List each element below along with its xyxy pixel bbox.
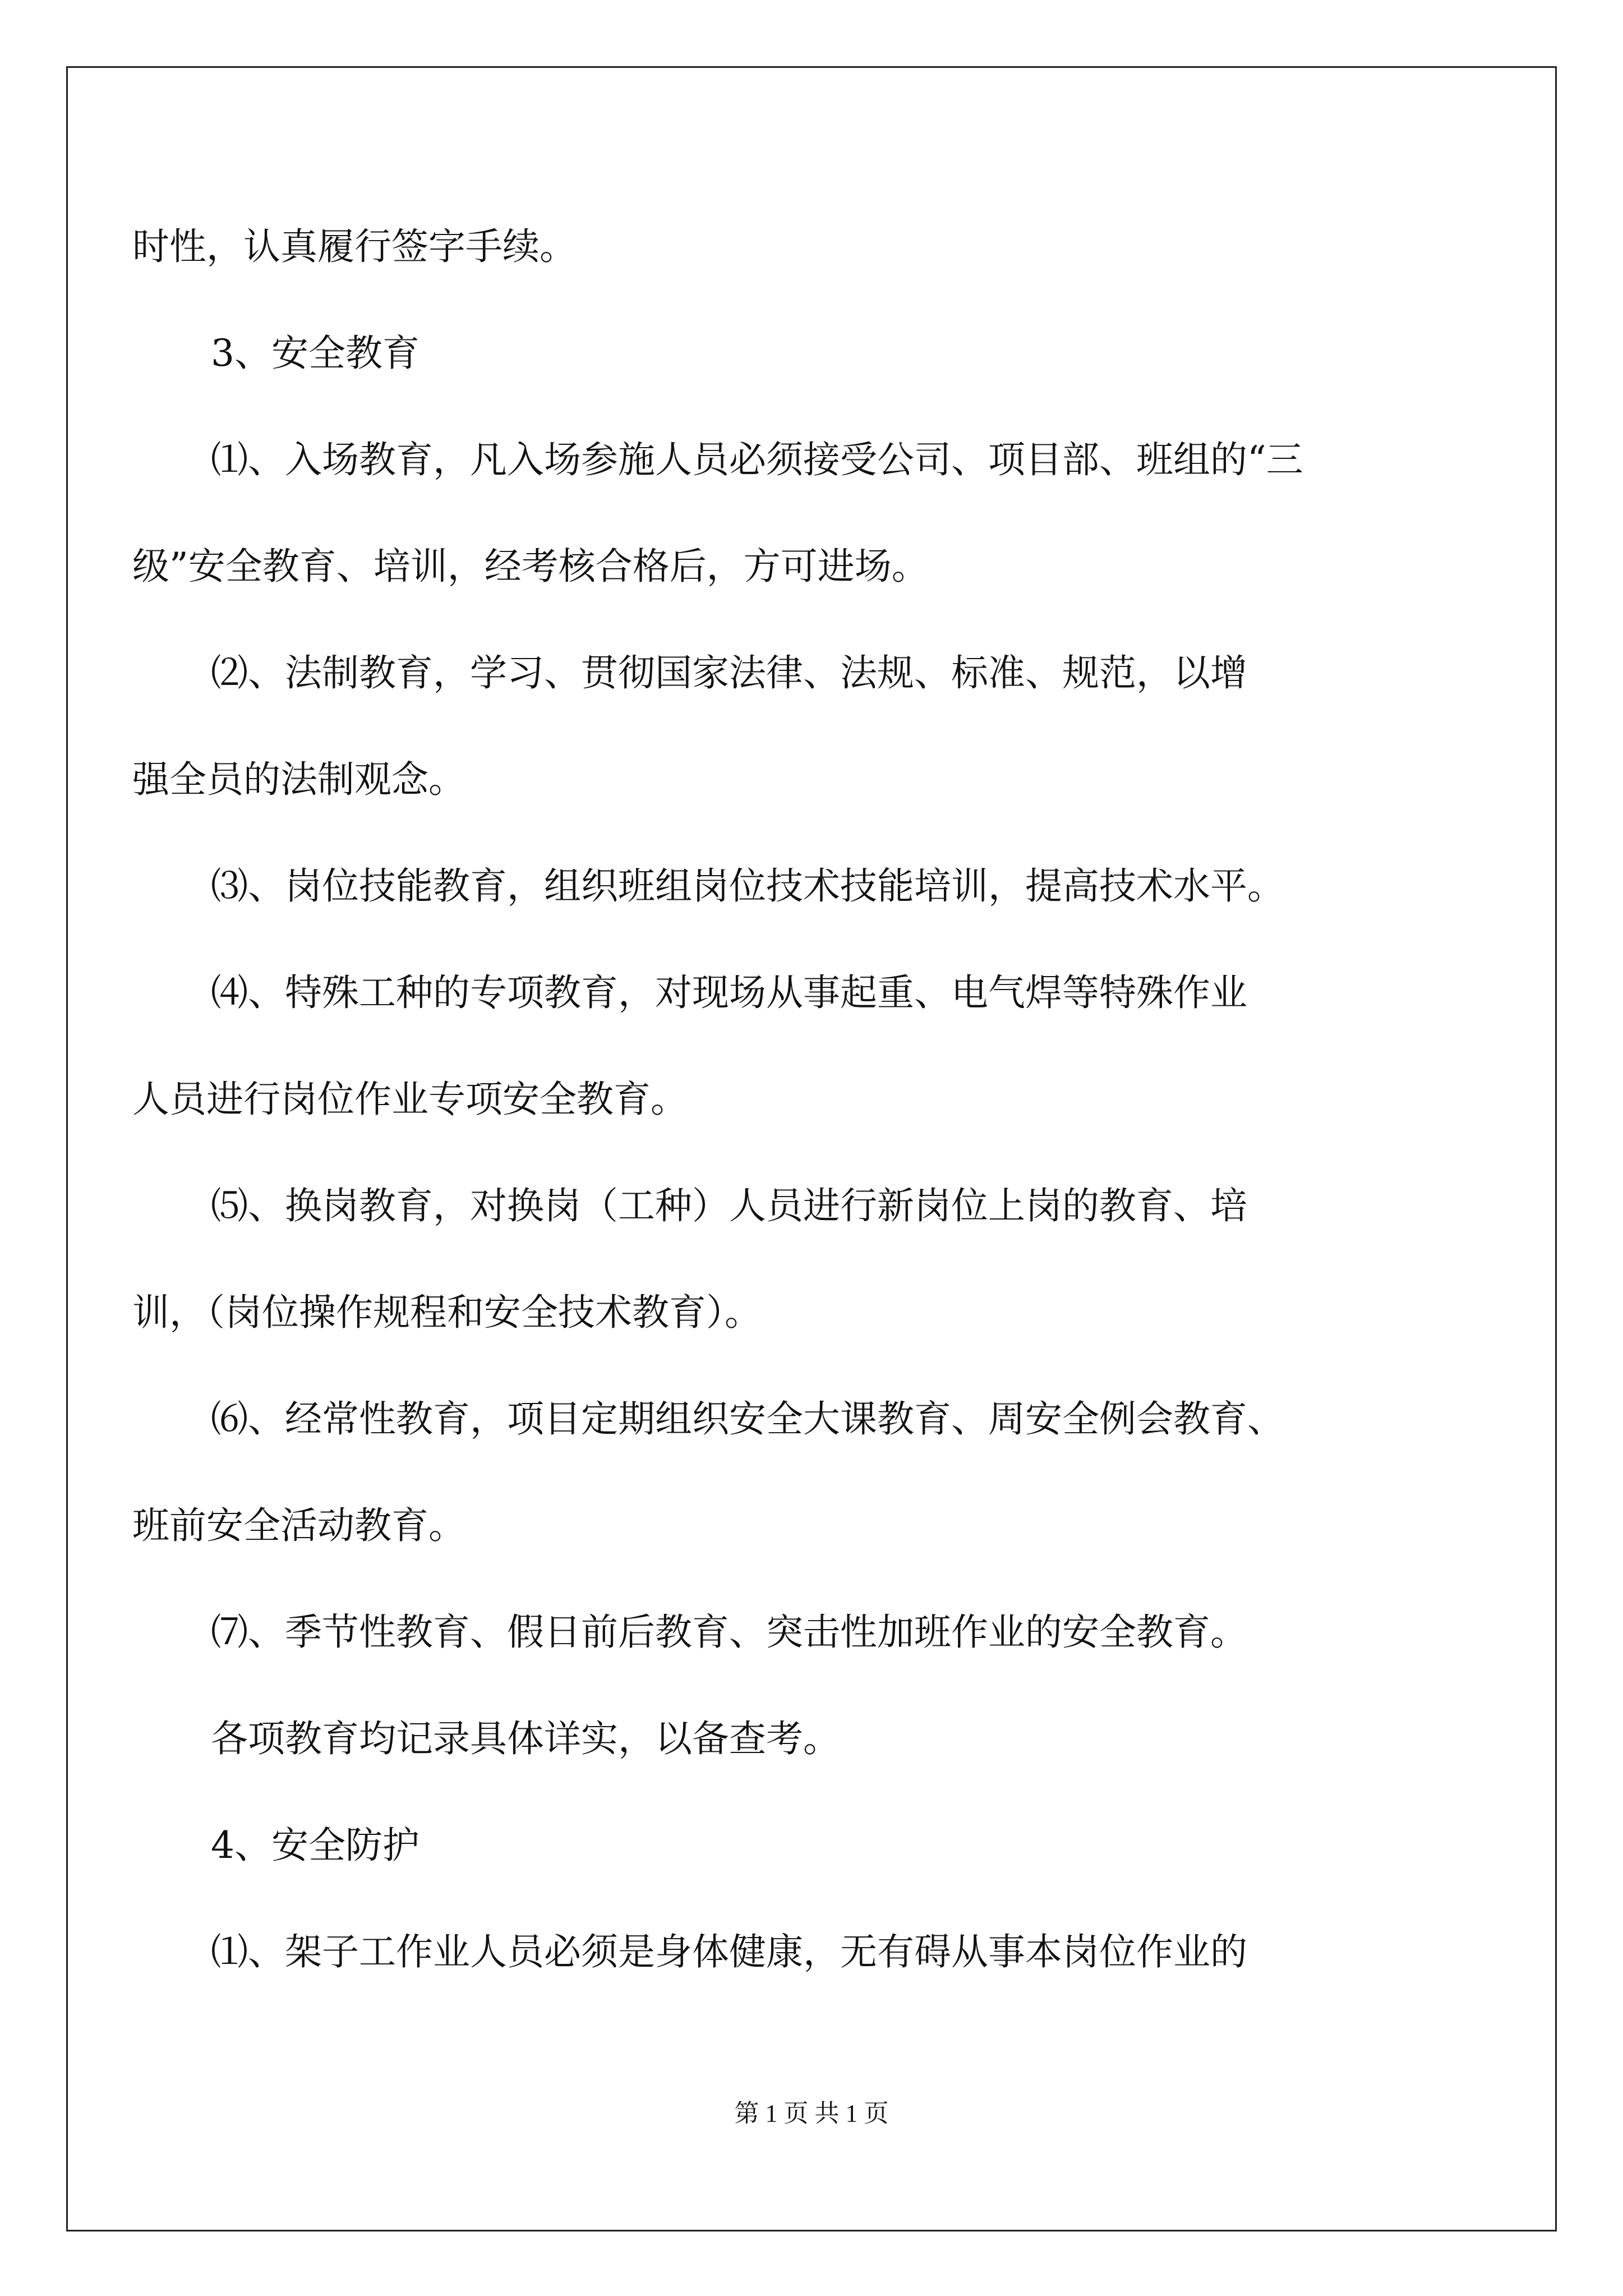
- text-line: 班前安全活动教育。: [132, 1504, 465, 1547]
- text-line: ⑸、换岗教育，对换岗（工种）人员进行新岗位上岗的教育、培: [211, 1184, 1247, 1227]
- section-heading: 3、安全教育: [211, 332, 419, 375]
- text-line: ⑴、入场教育，凡入场参施人员必须接受公司、项目部、班组的“三: [211, 438, 1303, 481]
- text-line: 训，（岗位操作规程和安全技术教育）。: [132, 1291, 762, 1334]
- text-line: ⑴、架子工作业人员必须是身体健康，无有碍从事本岗位作业的: [211, 1930, 1247, 1973]
- page-footer: 第 1 页 共 1 页: [734, 2100, 889, 2127]
- text-line: ⑶、岗位技能教育，组织班组岗位技术技能培训，提高技术水平。: [211, 864, 1284, 908]
- text-line: ⑺、季节性教育、假日前后教育、突击性加班作业的安全教育。: [211, 1611, 1247, 1654]
- text-line: 各项教育均记录具体详实，以备查考。: [211, 1717, 840, 1760]
- page-frame: [66, 66, 1557, 2231]
- text-line: 时性，认真履行签字手续。: [132, 225, 577, 268]
- text-line: 强全员的法制观念。: [132, 758, 465, 801]
- text-line: ⑵、法制教育，学习、贯彻国家法律、法规、标准、规范，以增: [211, 651, 1247, 694]
- text-line: 级”安全教育、培训，经考核合格后，方可进场。: [132, 545, 929, 588]
- section-heading: 4、安全防护: [211, 1824, 419, 1867]
- text-line: ⑹、经常性教育，项目定期组织安全大课教育、周安全例会教育、: [211, 1397, 1284, 1441]
- text-line: ⑷、特殊工种的专项教育，对现场从事起重、电气焊等特殊作业: [211, 971, 1247, 1014]
- text-line: 人员进行岗位作业专项安全教育。: [132, 1078, 688, 1121]
